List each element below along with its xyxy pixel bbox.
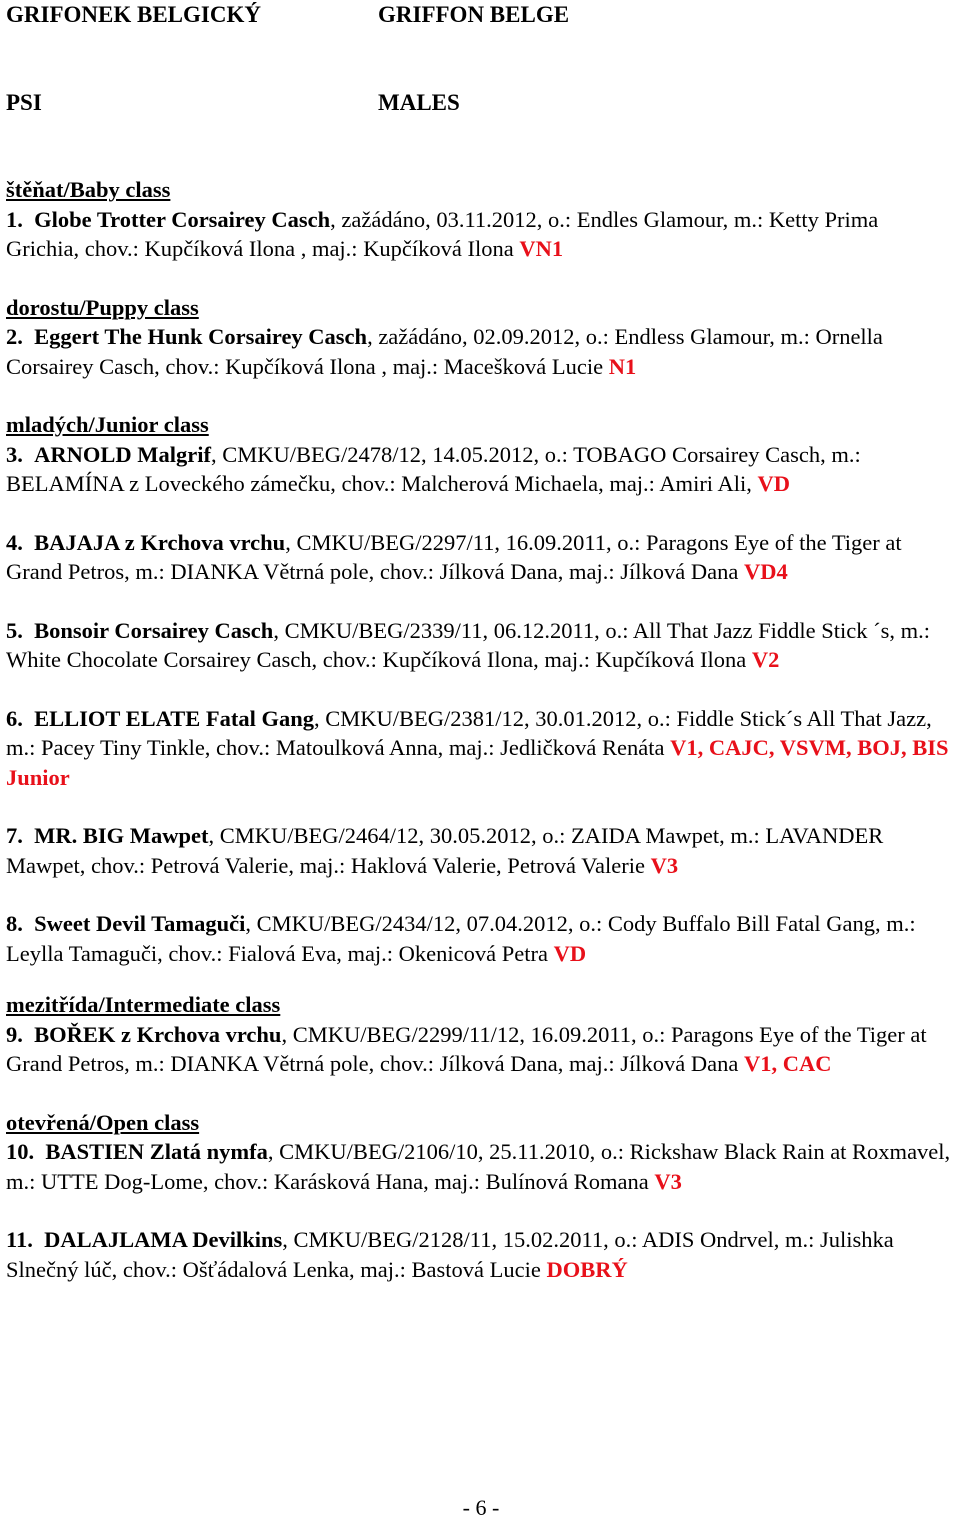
award: N1	[608, 353, 637, 379]
entry	[6, 1225, 956, 1284]
award: V1, CAJC, VSVM, BOJ, BIS Junior	[6, 735, 949, 790]
page-number: - 6 -	[462, 1495, 500, 1520]
dog-name: BOŘEK z Krchova vrchu	[34, 1021, 282, 1047]
entry	[6, 1137, 956, 1196]
entry-details: , CMKU/BEG/2464/12, 30.05.2012, o.: ZAIDA Mawpet, m.: LAVANDER Mawpet, chov.: Petrová Valerie, maj.: Haklová Valerie, Petrová Valerie	[6, 823, 884, 878]
entry-number: 10.	[6, 1139, 35, 1164]
entry-details: , CMKU/BEG/2106/10, 25.11.2010, o.: Rickshaw Black Rain at Roxmavel, m.: UTTE Dog-Lome, chov.: Karásková Hana, maj.: Bulínová Romana	[6, 1139, 951, 1194]
dog-name: ARNOLD Malgrif	[34, 441, 211, 467]
entry-number: 6.	[6, 705, 23, 731]
entry-number: 5.	[6, 617, 23, 643]
entry-number: 8.	[6, 911, 23, 936]
dog-name: BAJAJA z Krchova vrchu	[34, 529, 286, 555]
class-title-baby: štěňat/Baby class	[6, 177, 171, 202]
entry	[6, 821, 956, 880]
entry	[6, 704, 956, 793]
entry-number: 1.	[6, 206, 23, 232]
award: V1, CAC	[743, 1051, 832, 1076]
entry-details: , CMKU/BEG/2128/11, 15.02.2011, o.: ADIS Ondrvel, m.: Julishka Slnečný lúč, chov.: Ošťádalová Lenka, maj.: Bastová Lucie	[6, 1227, 894, 1282]
entry-details: , CMKU/BEG/2434/12, 07.04.2012, o.: Cody Buffalo Bill Fatal Gang, m.: Leylla Tamaguči, chov.: Fialová Eva, maj.: Okenicová Petra	[6, 911, 916, 966]
entry	[6, 528, 956, 587]
class-title-puppy: dorostu/Puppy class	[6, 294, 199, 320]
award: VD4	[743, 559, 788, 584]
class-title-intermediate: mezitřída/Intermediate class	[6, 992, 281, 1017]
entry	[6, 1020, 956, 1079]
dog-name: MR. BIG Mawpet	[34, 823, 209, 848]
dog-name: Globe Trotter Corsairey Casch	[34, 206, 331, 232]
entry-number: 11.	[6, 1227, 33, 1252]
entry	[6, 322, 956, 381]
entry	[6, 909, 956, 968]
entry-details: , CMKU/BEG/2381/12, 30.01.2012, o.: Fiddle Stick´s All That Jazz, m.: Pacey Tiny Tinkle, chov.: Matoulková Anna, maj.: Jedličková Renáta	[6, 705, 932, 760]
entry-number: 4.	[6, 529, 23, 555]
entry-details: , zažádáno, 03.11.2012, o.: Endles Glamour, m.: Ketty Prima Grichia, chov.: Kupčíková Ilona , maj.: Kupčíková Ilona	[6, 206, 879, 261]
entry-details: , CMKU/BEG/2299/11/12, 16.09.2011, o.: Paragons Eye of the Tiger at Grand Petros, m.: DIANKA Větrná pole, chov.: Jílková Dana, maj.: Jílková Dana	[6, 1021, 927, 1076]
sex-label-czech: PSI	[6, 90, 42, 115]
breed-name-english: GRIFFON BELGE	[378, 2, 570, 27]
dog-name: Eggert The Hunk Corsairey Casch	[34, 324, 368, 349]
award: VN1	[519, 236, 564, 261]
dog-name: ELLIOT ELATE Fatal Gang	[34, 705, 314, 731]
award: VD	[553, 940, 587, 966]
award: V3	[650, 852, 679, 878]
award: DOBRÝ	[546, 1256, 628, 1282]
entry	[6, 205, 956, 264]
dog-name: BASTIEN Zlatá nymfa	[45, 1139, 268, 1164]
entry-number: 2.	[6, 324, 23, 349]
entry-details: , CMKU/BEG/2339/11, 06.12.2011, o.: All That Jazz Fiddle Stick ´s, m.: White Chocolate Corsairey Casch, chov.: Kupčíková Ilona, maj.: Kupčíková Ilona	[6, 617, 930, 672]
sex-label-english: MALES	[378, 90, 460, 115]
results-list	[6, 175, 956, 1313]
entry-number: 7.	[6, 823, 23, 848]
award: V2	[751, 647, 780, 672]
award: VD	[757, 471, 790, 496]
entry-details: , CMKU/BEG/2297/11, 16.09.2011, o.: Paragons Eye of the Tiger at Grand Petros, m.: DIANKA Větrná pole, chov.: Jílková Dana, maj.: Jílková Dana	[6, 529, 902, 584]
entry-number: 3.	[6, 441, 23, 467]
class-title-junior: mladých/Junior class	[6, 412, 209, 437]
entry-details: , CMKU/BEG/2478/12, 14.05.2012, o.: TOBAGO Corsairey Casch, m.: BELAMÍNA z Loveckého zámečku, chov.: Malcherová Michaela, maj.: Amiri Ali,	[6, 441, 861, 496]
entry-number: 9.	[6, 1021, 23, 1047]
dog-name: Bonsoir Corsairey Casch	[34, 617, 274, 643]
entry-details: , zažádáno, 02.09.2012, o.: Endless Glamour, m.: Ornella Corsairey Casch, chov.: Kupčíková Ilona , maj.: Macešková Lucie	[6, 324, 883, 379]
entry	[6, 616, 956, 675]
dog-name: Sweet Devil Tamaguči	[34, 911, 246, 936]
class-title-open: otevřená/Open class	[6, 1109, 200, 1135]
breed-name-czech: GRIFONEK BELGICKÝ	[6, 2, 261, 27]
entry	[6, 440, 956, 499]
dog-name: DALAJLAMA Devilkins	[44, 1227, 283, 1252]
award: V3	[654, 1168, 682, 1194]
